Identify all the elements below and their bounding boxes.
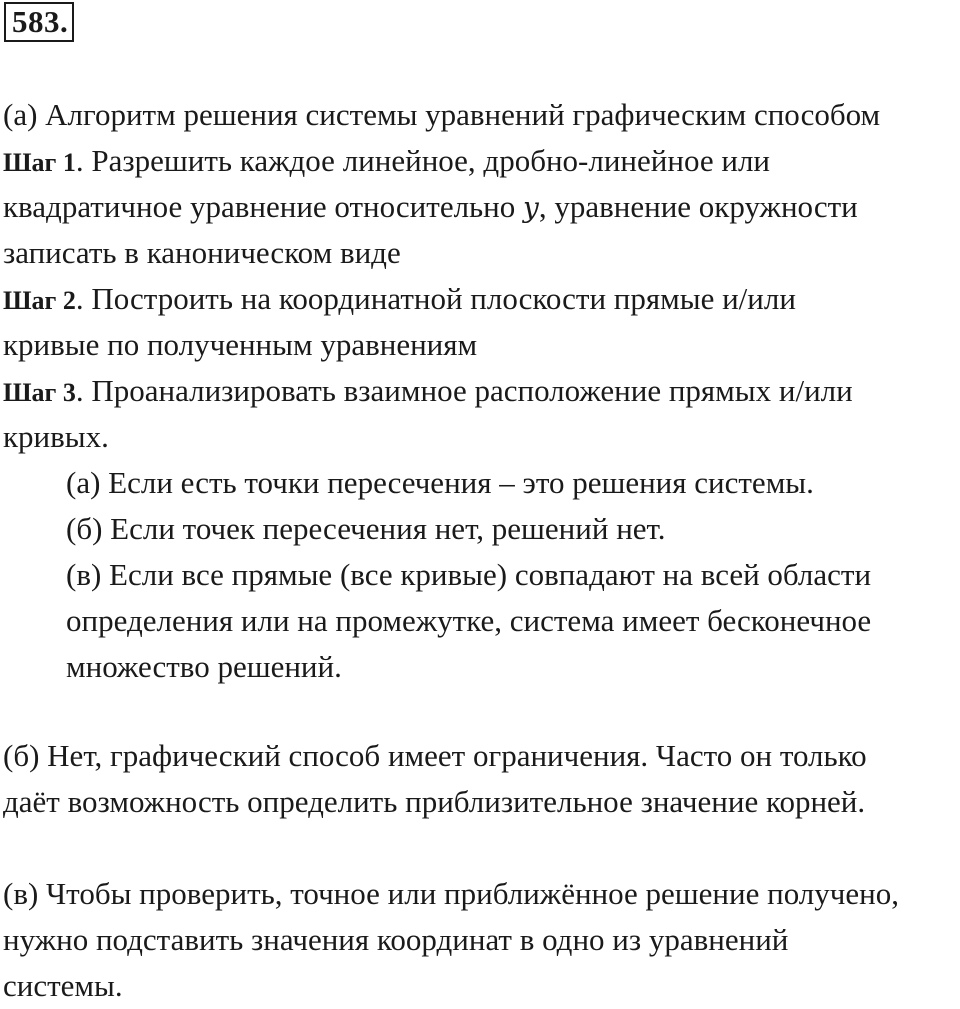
step3-text: . Проанализировать взаимное расположение прямых и/или xyxy=(75,373,853,408)
part-b-line1: (б) Нет, графический способ имеет ограничения. Часто он только xyxy=(3,738,867,773)
part-c-line2: нужно подставить значения координат в одно из уравнений xyxy=(3,922,789,957)
step2-text: . Построить на координатной плоскости прямые и/или xyxy=(75,281,796,316)
part-b-line2: даёт возможность определить приблизительное значение корней. xyxy=(3,784,866,819)
step1-text: . Разрешить каждое линейное, дробно-линейное или xyxy=(75,143,770,178)
part-c-line3: системы. xyxy=(3,968,123,1003)
step3-label: Шаг 3 xyxy=(3,378,76,407)
part-b-section xyxy=(3,733,953,825)
step2-line1 xyxy=(3,276,953,322)
part-a-title: (а) Алгоритм решения системы уравнений графическим способом xyxy=(3,97,881,132)
part-a-section xyxy=(3,92,953,690)
step1-line3: записать в каноническом виде xyxy=(3,235,401,270)
step3-sub-b: (б) Если точек пересечения нет, решений нет. xyxy=(66,511,666,546)
step3-sub-a: (а) Если есть точки пересечения – это решения системы. xyxy=(66,465,814,500)
step3-sub-c-line2: определения или на промежутке, система имеет бесконечное xyxy=(66,603,872,638)
part-c-section xyxy=(3,871,953,1009)
step1-label: Шаг 1 xyxy=(3,148,76,177)
part-c-line1: (в) Чтобы проверить, точное или приближённое решение получено, xyxy=(3,876,899,911)
step3-sub-c-line1: (в) Если все прямые (все кривые) совпадают на всей области xyxy=(66,557,872,592)
problem-number: 583. xyxy=(4,2,74,42)
step3-line1 xyxy=(3,368,953,414)
step1-line2-before: квадратичное уравнение относительно xyxy=(3,189,524,224)
step3-line2: кривых. xyxy=(3,419,109,454)
step1-line2-after: , уравнение окружности xyxy=(538,189,858,224)
variable-y: y xyxy=(523,191,539,224)
step1-line2 xyxy=(3,184,953,230)
step3-sub-c-line3: множество решений. xyxy=(66,649,342,684)
step1-line1 xyxy=(3,138,953,184)
step2-line2: кривые по полученным уравнениям xyxy=(3,327,478,362)
step2-label: Шаг 2 xyxy=(3,286,76,315)
